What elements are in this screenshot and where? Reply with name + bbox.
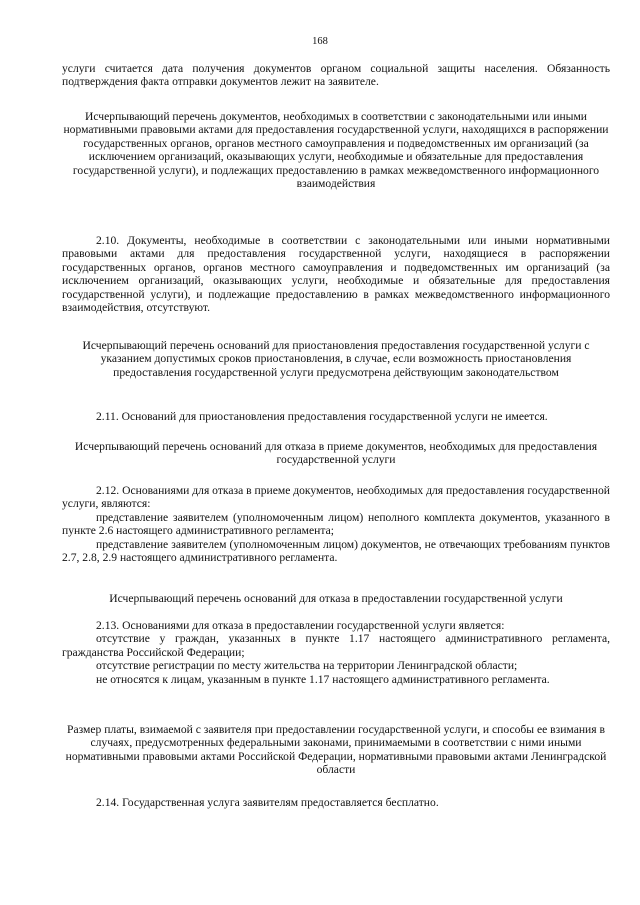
heading-refusal-service: Исчерпывающий перечень оснований для отказа в предоставлении государственной услуги — [109, 592, 563, 605]
heading-suspension-grounds: Исчерпывающий перечень оснований для приостановления предоставления государственной услуги с указанием допустимых сроков приостановления, в случае, если возможность приостановления предоставления государственной услуги предусмотрена действующим законодательством — [82, 339, 590, 379]
intro-paragraph: услуги считается дата получения документов органом социальной защиты населения. Обязанность подтверждения факта отправки документов лежит на заявителе. — [62, 62, 610, 89]
page-number: 168 — [312, 36, 328, 47]
paragraph-2-12-item-2: представление заявителем (уполномоченным лицом) документов, не отвечающих требованиям пунктов 2.7, 2.8, 2.9 настоящего административного регламента. — [62, 537, 610, 565]
paragraph-2-12-item-1: представление заявителем (уполномоченным лицом) неполного комплекта документов, указанного в пункте 2.6 настоящего административного регламента; — [62, 510, 610, 538]
paragraph-2-13-item-1: отсутствие у граждан, указанных в пункте 1.17 настоящего административного регламента, гражданства Российской Федерации; — [62, 632, 610, 659]
paragraph-2-14: 2.14. Государственная услуга заявителям предоставляется бесплатно. — [96, 796, 439, 809]
heading-fee: Размер платы, взимаемой с заявителя при предоставлении государственной услуги, и способы ее взимания в случаях, предусмотренных федеральными законами, принимаемыми в соответствии с ними иными нормативными правовыми актами Российской Федерации, нормативными правовыми актами Ленинградской области — [65, 723, 607, 777]
paragraph-2-13-item-3: не относятся к лицам, указанным в пункте 1.17 настоящего административного регламента. — [96, 672, 550, 686]
heading-interagency-documents: Исчерпывающий перечень документов, необходимых в соответствии с законодательными или иными нормативными правовыми актами для предоставления государственной услуги, находящихся в распоряжении государственных органов, органов местного самоуправления и подведомственных им организаций (за исключением организаций, оказывающих услуги, необходимые и обязательные для предоставления государственной услуги), и подлежащих предоставлению в рамках межведомственного информационного взаимодействия — [63, 110, 609, 191]
paragraph-2-13-item-2: отсутствие регистрации по месту жительства на территории Ленинградской области; — [96, 659, 518, 673]
paragraph-2-12: 2.12. Основаниями для отказа в приеме документов, необходимых для предоставления государственной услуги, являются: — [62, 484, 610, 511]
paragraph-2-10: 2.10. Документы, необходимые в соответствии с законодательными или иными нормативными правовыми актами для предоставления государственной услуги, находящиеся в распоряжении государственных органов, органов местного самоуправления и подведомственных им организаций (за исключением организаций, оказывающих услуги, необходимые и обязательные для предоставления государственной услуги), и подлежащие предоставлению в рамках межведомственного информационного взаимодействия, отсутствуют. — [62, 234, 610, 315]
section-2-13 — [62, 619, 610, 686]
heading-refusal-acceptance: Исчерпывающий перечень оснований для отказа в приеме документов, необходимых для предоставления государственной услуги — [74, 440, 598, 467]
section-2-12 — [62, 484, 610, 564]
paragraph-2-13: 2.13. Основаниями для отказа в предоставлении государственной услуги является: — [96, 619, 505, 632]
paragraph-2-11: 2.11. Оснований для приостановления предоставления государственной услуги не имеется. — [96, 410, 548, 423]
